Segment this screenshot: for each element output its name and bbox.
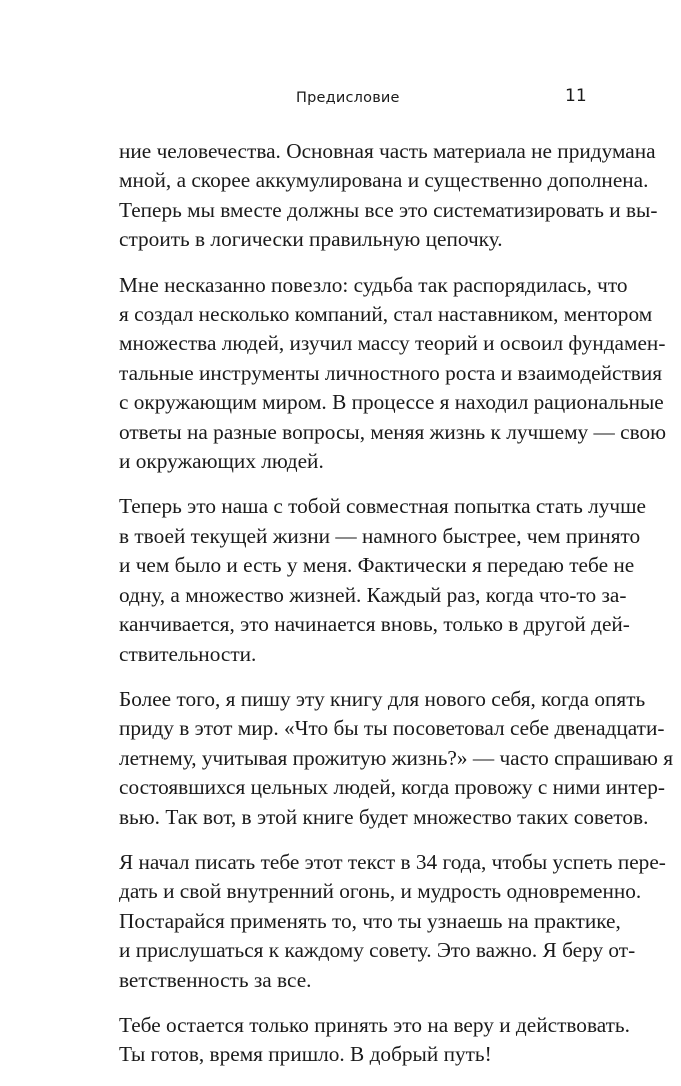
text-line: приду в этот мир. «Что бы ты посоветовал себе двенадцати-: [119, 716, 665, 741]
page-number: 11: [565, 86, 587, 106]
text-line: и прислушаться к каждому совету. Это важно. Я беру от-: [119, 938, 636, 963]
text-line: Тебе остается только принять это на веру и действовать.: [119, 1012, 630, 1037]
text-line: в твоей текущей жизни — намного быстрее, чем принято: [119, 523, 641, 548]
text-line: Постарайся применять то, что ты узнаешь на практике,: [119, 908, 621, 933]
running-title: Предисловие: [296, 90, 400, 106]
body-text: [119, 137, 674, 1086]
text-line: Теперь это наша с тобой совместная попытка стать лучше: [119, 494, 646, 519]
text-line: множества людей, изучил массу теорий и освоил фундамен-: [119, 331, 666, 356]
paragraph: [119, 848, 666, 995]
text-line: с окружающим миром. В процессе я находил рациональные: [119, 390, 664, 415]
text-line: вью. Так вот, в этой книге будет множество таких советов.: [119, 804, 649, 829]
text-line: мной, а скорее аккумулирована и существенно дополнена.: [119, 168, 649, 193]
text-line: одну, а множество жизней. Каждый раз, когда что-то за-: [119, 582, 627, 607]
text-line: и чем было и есть у меня. Фактически я передаю тебе не: [119, 553, 635, 578]
text-line: ние человечества. Основная часть материала не придумана: [119, 139, 656, 163]
text-line: Я начал писать тебе этот текст в 34 года, чтобы успеть пере-: [119, 849, 666, 874]
text-line: Более того, я пишу эту книгу для нового себя, когда опять: [119, 686, 646, 711]
text-line: строить в логически правильную цепочку.: [119, 227, 503, 252]
paragraph: [119, 271, 667, 477]
text-line: и окружающих людей.: [119, 449, 324, 474]
text-line: состоявшихся цельных людей, когда провожу с ними интер-: [119, 775, 665, 800]
text-line: ветственность за все.: [119, 967, 312, 992]
paragraph: [119, 492, 646, 668]
text-line: я создал несколько компаний, стал наставником, ментором: [119, 302, 653, 327]
paragraph: [119, 685, 674, 832]
text-line: летнему, учитывая прожитую жизнь?» — часто спрашиваю я: [119, 745, 674, 770]
text-line: канчивается, это начинается вновь, только в другой дей-: [119, 612, 630, 637]
text-line: дать и свой внутренний огонь, и мудрость одновременно.: [119, 879, 642, 904]
text-line: Мне несказанно повезло: судьба так распорядилась, что: [119, 272, 628, 297]
text-line: тальные инструменты личностного роста и взаимодействия: [119, 360, 663, 385]
text-line: Теперь мы вместе должны все это систематизировать и вы-: [119, 197, 658, 222]
text-line: Ты готов, время пришло. В добрый путь!: [119, 1042, 492, 1067]
paragraph: [119, 137, 658, 255]
text-line: ответы на разные вопросы, меняя жизнь к лучшему — свою: [119, 419, 667, 444]
text-line: ствительности.: [119, 641, 257, 666]
paragraph: [119, 1011, 630, 1070]
